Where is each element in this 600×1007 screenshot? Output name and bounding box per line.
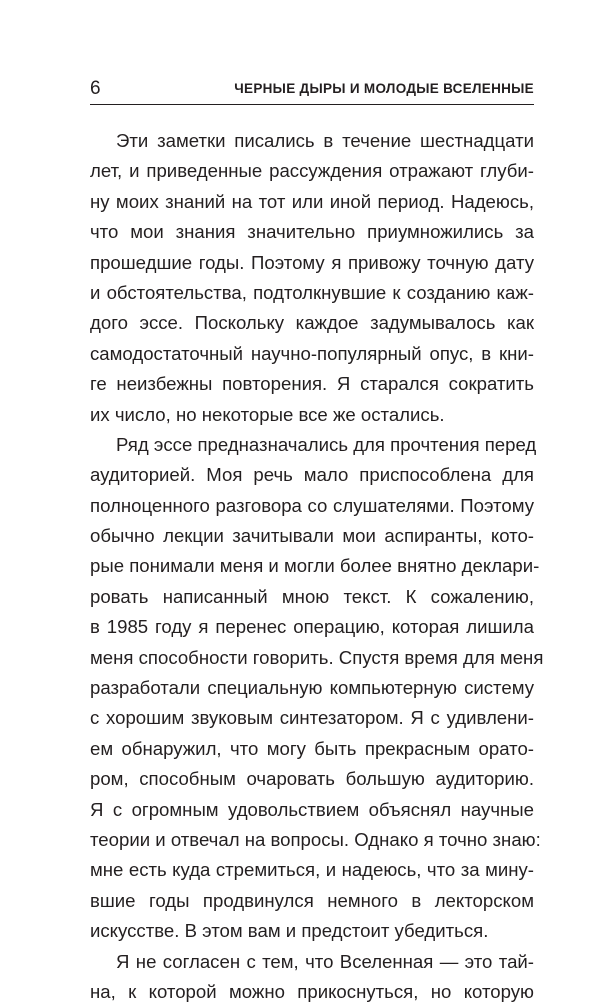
page-number: 6 <box>90 78 101 99</box>
text-line: и обстоятельства, подтолкнувшие к созданию каж- <box>90 281 534 303</box>
text-line: рые понимали меня и могли более внятно деклари- <box>90 555 540 577</box>
text-line: прошедшие годы. Поэтому я привожу точную дату <box>90 251 534 273</box>
running-title: ЧЕРНЫЕ ДЫРЫ И МОЛОДЫЕ ВСЕЛЕННЫЕ <box>234 81 534 96</box>
text-line: Ряд эссе предназначались для прочтения перед <box>116 433 537 455</box>
text-line: в 1985 году я перенес операцию, которая лишила <box>90 616 534 638</box>
text-line: ну моих знаний на тот или иной период. Надеюсь, <box>90 190 534 212</box>
text-line: искусстве. В этом вам и предстоит убедиться. <box>90 920 489 942</box>
text-line: меня способности говорить. Спустя время для меня <box>90 646 544 668</box>
text-line: дого эссе. Поскольку каждое задумывалось как <box>90 312 534 334</box>
page-header <box>90 78 534 100</box>
text-line: Я с огромным удовольствием объяснял научные <box>90 798 534 820</box>
text-line: Я не согласен с тем, что Вселенная — это тай- <box>116 950 534 972</box>
text-line: их число, но некоторые все же остались. <box>90 403 445 425</box>
text-line: ем обнаружил, что могу быть прекрасным орато- <box>90 737 534 759</box>
text-line: самодостаточный научно-популярный опус, в кни- <box>90 342 534 364</box>
body-text <box>90 126 544 1007</box>
text-line: ге неизбежны повторения. Я старался сократить <box>90 373 534 395</box>
text-line: мне есть куда стремиться, и надеюсь, что за мину- <box>90 859 534 881</box>
header-rule <box>90 104 534 105</box>
text-line: лет, и приведенные рассуждения отражают глуби- <box>90 160 534 182</box>
text-line: с хорошим звуковым синтезатором. Я с удивлени- <box>90 707 534 729</box>
text-line: Эти заметки писались в течение шестнадцати <box>116 130 534 151</box>
text-line: теории и отвечал на вопросы. Однако я точно знаю: <box>90 828 541 850</box>
text-line: аудиторией. Моя речь мало приспособлена для <box>90 464 534 486</box>
text-line: на, к которой можно прикоснуться, но которую <box>90 980 534 1002</box>
text-line: ром, способным очаровать большую аудиторию. <box>90 768 534 790</box>
text-line: вшие годы продвинулся немного в лекторском <box>90 889 534 911</box>
text-line: разработали специальную компьютерную систему <box>90 677 534 699</box>
text-line: что мои знания значительно приумножились за <box>90 221 534 243</box>
text-line: обычно лекции зачитывали мои аспиранты, кото- <box>90 525 534 547</box>
text-line: ровать написанный мною текст. К сожалению, <box>90 585 534 607</box>
text-line: полноценного разговора со слушателями. Поэтому <box>90 494 534 516</box>
